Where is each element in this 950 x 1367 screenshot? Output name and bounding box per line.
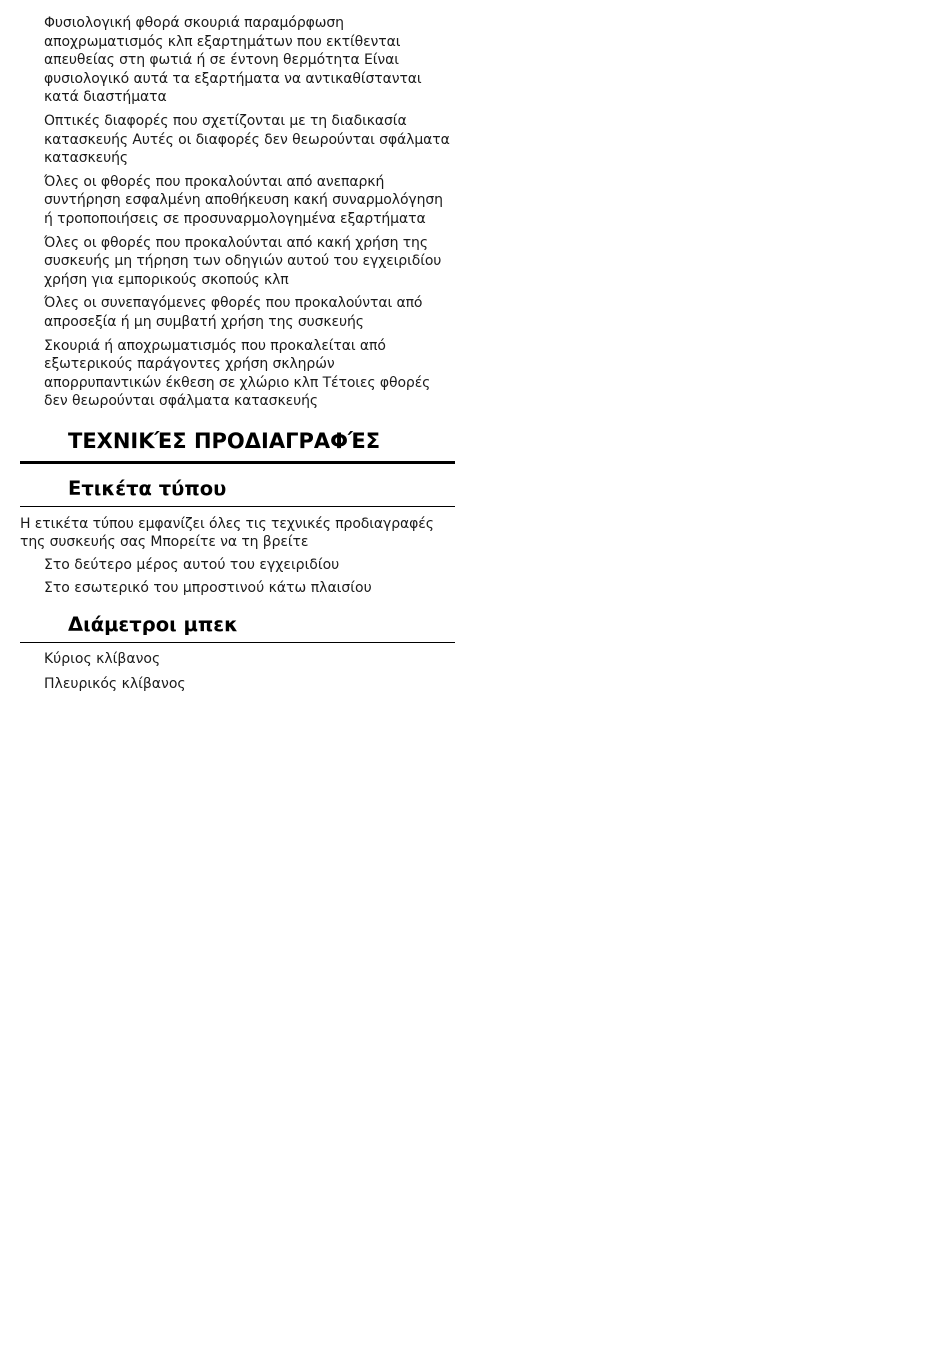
subsection-divider xyxy=(20,642,455,643)
subsection-divider xyxy=(20,506,455,507)
type-label-intro: Η ετικέτα τύπου εμφανίζει όλες τις τεχνικές προδιαγραφές της συσκευής σας Μπορείτε να τη βρείτε xyxy=(20,515,434,551)
manual-page-column xyxy=(20,14,455,699)
list-item: Οπτικές διαφορές που σχετίζονται με τη διαδικασία κατασκευής Αυτές οι διαφορές δεν θεωρούνται σφάλματα κατασκευής xyxy=(44,112,450,167)
list-item: Στο εσωτερικό του μπροστινού κάτω πλαισίου xyxy=(44,579,372,596)
list-item: Όλες οι φθορές που προκαλούνται από ανεπαρκή συντήρηση εσφαλμένη αποθήκευση κακή συναρμολόγηση ή τροποποιήσεις σε προσυναρμολογημένα εξαρτήματα xyxy=(44,173,443,227)
section-divider xyxy=(20,461,455,464)
warranty-exclusions-list xyxy=(20,14,455,411)
list-item: Σκουριά ή αποχρωματισμός που προκαλείται από εξωτερικούς παράγοντες χρήση σκληρών απορρυπαντικών έκθεση σε χλώριο κλπ Τέτοιες φθορές δεν θεωρούνται σφάλματα κατασκευής xyxy=(44,337,431,410)
injector-diameters-heading: Διάμετροι μπεκ xyxy=(68,613,238,637)
list-item: Κύριος κλίβανος xyxy=(44,651,161,668)
list-item: Πλευρικός κλίβανος xyxy=(44,675,186,692)
list-item: Στο δεύτερο μέρος αυτού του εγχειριδίου xyxy=(44,557,340,574)
type-label-heading: Ετικέτα τύπου xyxy=(68,476,227,500)
injector-diameters-list xyxy=(20,650,455,693)
list-item: Όλες οι συνεπαγόμενες φθορές που προκαλούνται από απροσεξία ή μη συμβατή χρήση της συσκευής xyxy=(44,295,423,330)
list-item: Φυσιολογική φθορά σκουριά παραμόρφωση αποχρωματισμός κλπ εξαρτημάτων που εκτίθενται απευθείας στη φωτιά ή σε έντονη θερμότητα Είναι φυσιολογικό αυτά τα εξαρτήματα να αντικαθίστανται κατά διαστήματα xyxy=(44,15,422,106)
technical-specs-heading: ΤΕΧΝΙΚΈΣ ΠΡΟΔΙΑΓΡΑΦΈΣ xyxy=(68,428,381,453)
type-label-locations xyxy=(20,556,455,597)
list-item: Όλες οι φθορές που προκαλούνται από κακή χρήση της συσκευής μη τήρηση των οδηγιών αυτού του εγχειριδίου χρήση για εμπορικούς σκοπούς κλπ xyxy=(44,234,442,288)
